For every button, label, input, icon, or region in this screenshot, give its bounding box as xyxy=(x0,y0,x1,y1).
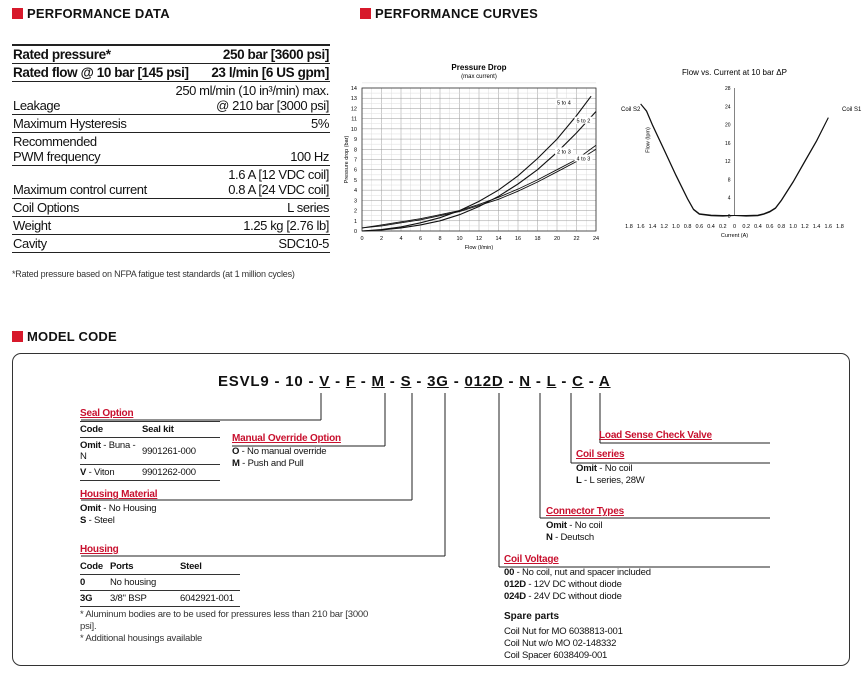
model-code-dash: - xyxy=(384,373,401,390)
seal-desc: Buna - N xyxy=(80,440,136,462)
spare-part-item: Coil Nut w/o MO 02-148332 xyxy=(504,638,617,649)
load-sense-title: Load Sense Check Valve xyxy=(599,430,712,441)
seal-kit: 9901262-000 xyxy=(142,467,196,478)
option-code: N xyxy=(546,532,553,543)
x-tick-label: 1.4 xyxy=(648,224,657,230)
connector-types-item: N - Deutsch xyxy=(546,532,594,543)
performance-value: 100 Hz xyxy=(290,149,329,164)
housing-ports: 3/8" BSP xyxy=(110,593,147,604)
performance-label: Cavity xyxy=(13,236,47,251)
y-tick-label: 13 xyxy=(350,96,357,103)
x-tick-label: 0.6 xyxy=(695,224,704,230)
option-code: 024D xyxy=(504,591,526,602)
x-tick-label: 1.8 xyxy=(836,224,844,230)
performance-value: SDC10-5 xyxy=(278,236,329,251)
option-code: 00 xyxy=(504,567,515,578)
y-tick-label: 5 xyxy=(353,177,357,184)
option-desc: Steel xyxy=(93,515,115,526)
y-tick-label: 0 xyxy=(353,229,357,235)
y-tick-label: 7 xyxy=(353,157,357,164)
model-code-segment: N xyxy=(519,373,531,390)
seal-option-title: Seal Option xyxy=(80,408,134,419)
coil-series-item: Omit - No coil xyxy=(576,463,633,474)
housing-code-header: Code xyxy=(80,561,103,572)
x-tick-label: 12 xyxy=(475,236,483,242)
coil-voltage-group xyxy=(504,554,651,662)
table-row xyxy=(80,591,240,607)
option-desc: No manual override xyxy=(247,446,327,457)
seal-kit-header: Seal kit xyxy=(142,424,174,435)
x-tick-label: 24 xyxy=(592,236,600,242)
y-tick-label: 14 xyxy=(350,86,357,92)
model-code-segment: 10 xyxy=(285,373,304,390)
housing-note: * Additional housings available xyxy=(80,633,203,644)
x-tick-label: 22 xyxy=(573,236,580,242)
coil-voltage-item: 024D - 24V DC without diode xyxy=(504,591,622,602)
coil-series-title: Coil series xyxy=(576,449,625,460)
performance-label: Leakage xyxy=(13,98,61,113)
y-tick-label: 9 xyxy=(353,137,357,144)
x-tick-label: 16 xyxy=(514,236,522,242)
connector-types-group xyxy=(546,506,624,544)
housing-note: * Aluminum bodies are to be used for pressures less than 210 bar [3000 psi]. xyxy=(80,609,369,632)
coil-voltage-item: 00 - No coil, nut and spacer included xyxy=(504,567,651,578)
housing-code: 3G xyxy=(80,593,93,604)
option-code: S xyxy=(80,515,87,526)
chart-title: Pressure Drop xyxy=(451,63,507,72)
option-desc: Deutsch xyxy=(560,532,594,543)
seal-option-group xyxy=(80,408,220,481)
model-code-dash: - xyxy=(269,373,286,390)
model-code-segment: 3G xyxy=(427,373,449,390)
y-tick-label: 0 xyxy=(727,214,731,220)
coil-voltage-title: Coil Voltage xyxy=(504,554,559,565)
series-label: 5 to 4 xyxy=(557,100,571,107)
x-tick-label: 14 xyxy=(495,236,502,242)
model-code-segment: M xyxy=(371,373,385,390)
x-axis-label: Current (A) xyxy=(720,233,749,239)
y-tick-label: 11 xyxy=(351,116,357,123)
seal-kit: 9901261-000 xyxy=(142,445,196,457)
model-code-segment: 012D xyxy=(464,373,504,390)
model-code-heading: MODEL CODE xyxy=(12,329,117,344)
option-code: Omit xyxy=(546,520,567,531)
spare-part-item: Coil Spacer 6038409-001 xyxy=(504,650,608,661)
performance-curves-heading: PERFORMANCE CURVES xyxy=(360,6,538,21)
chart-title: Flow vs. Current at 10 bar ΔP xyxy=(682,68,787,77)
model-code-dash: - xyxy=(583,373,599,390)
model-code-segment: F xyxy=(345,373,356,390)
performance-value: 5% xyxy=(311,116,329,131)
performance-value: 23 l/min [6 US gpm] xyxy=(211,65,329,80)
x-tick-label: 8 xyxy=(438,236,442,242)
x-tick-label: 0.2 xyxy=(742,224,751,230)
y-tick-label: 4 xyxy=(727,195,731,202)
housing-material-item: Omit - No Housing xyxy=(80,503,157,514)
option-desc: No coil xyxy=(604,463,633,474)
model-code-dash: - xyxy=(448,373,465,390)
seal-code: Omit xyxy=(80,440,101,451)
x-tick-label: 0.6 xyxy=(765,224,774,230)
y-tick-label: 12 xyxy=(350,106,357,113)
model-code-segment: C xyxy=(572,373,584,390)
x-tick-label: 1.0 xyxy=(672,224,680,230)
series-label: 2 to 3 xyxy=(557,149,571,156)
performance-value: L series xyxy=(287,200,329,215)
x-tick-label: 1.8 xyxy=(625,224,633,230)
model-code-dash: - xyxy=(411,373,428,390)
housing-steel: 6042921-001 xyxy=(180,593,234,604)
option-desc: No coil, nut and spacer included xyxy=(522,567,651,578)
table-row xyxy=(80,438,220,465)
coil-series-group xyxy=(576,449,645,487)
spare-part-item: Coil Nut for MO 6038813-001 xyxy=(504,626,623,637)
model-code-segment: ESVL9 xyxy=(218,373,270,390)
y-tick-label: 3 xyxy=(353,198,357,205)
seal-code: V xyxy=(80,467,87,478)
manual-override-item: M - Push and Pull xyxy=(232,458,304,469)
seal-code-cell: V - Viton xyxy=(80,467,115,478)
x-tick-label: 10 xyxy=(456,236,463,242)
x-tick-label: 4 xyxy=(399,236,403,242)
model-code-dash: - xyxy=(530,373,547,390)
x-tick-label: 0.2 xyxy=(718,224,727,230)
model-code-dash: - xyxy=(330,373,346,390)
table-row xyxy=(80,465,220,481)
performance-value: 1.6 A [12 VDC coil] 0.8 A [24 VDC coil] xyxy=(228,167,329,197)
option-code: M xyxy=(232,458,240,469)
housing-ports: No housing xyxy=(110,577,157,588)
x-tick-label: 0.4 xyxy=(754,224,762,230)
performance-label: Coil Options xyxy=(13,200,80,215)
table-header-row xyxy=(80,559,240,575)
y-tick-label: 4 xyxy=(353,188,357,195)
x-tick-label: 18 xyxy=(534,236,541,242)
housing-title: Housing xyxy=(80,544,119,555)
x-tick-label: 0.4 xyxy=(707,224,715,230)
model-code-segment: L xyxy=(546,373,557,390)
housing-material-title: Housing Material xyxy=(80,489,158,500)
seal-code-cell: Omit - Buna - N xyxy=(80,440,136,462)
chart-subtitle: (max current) xyxy=(461,74,497,80)
performance-value: 250 ml/min (10 in³/min) max. @ 210 bar [3000 psi] xyxy=(175,83,329,113)
y-tick-label: 24 xyxy=(724,104,731,111)
manual-override-title: Manual Override Option xyxy=(232,433,341,444)
model-code-dash: - xyxy=(556,373,573,390)
housing-material-item: S - Steel xyxy=(80,515,115,526)
y-axis-label: Pressure drop (bar) xyxy=(344,135,350,184)
option-code: L xyxy=(576,475,582,486)
y-tick-label: 6 xyxy=(353,167,357,174)
spare-parts-title: Spare parts xyxy=(504,611,560,622)
performance-label: Maximum control current xyxy=(13,182,147,197)
x-tick-label: 1.6 xyxy=(824,224,833,230)
performance-label: Weight xyxy=(13,218,51,233)
option-desc: 24V DC without diode xyxy=(533,591,622,602)
y-tick-label: 10 xyxy=(350,126,357,133)
option-desc: 12V DC without diode xyxy=(533,579,622,590)
option-code: O xyxy=(232,446,240,457)
coil-voltage-item: 012D - 12V DC without diode xyxy=(504,579,622,590)
x-tick-label: 2 xyxy=(379,236,384,242)
table-row xyxy=(80,575,240,591)
model-code-segment: A xyxy=(598,373,611,390)
performance-label: Recommended PWM frequency xyxy=(13,134,101,164)
y-tick-label: 8 xyxy=(353,147,357,154)
option-desc: Push and Pull xyxy=(247,458,304,469)
x-axis-label: Flow (l/min) xyxy=(464,245,494,251)
x-tick-label: 1.4 xyxy=(812,224,821,230)
performance-label: Rated pressure* xyxy=(13,47,111,62)
seal-option-table xyxy=(80,421,220,481)
coil-series-item: L - L series, 28W xyxy=(576,475,645,486)
x-tick-label: 20 xyxy=(553,236,561,242)
coil-s1-label: Coil S1 xyxy=(842,107,862,113)
manual-override-group xyxy=(232,433,341,470)
option-desc: L series, 28W xyxy=(589,475,645,486)
performance-data-heading: PERFORMANCE DATA xyxy=(12,6,170,21)
x-tick-label: 1.2 xyxy=(660,224,668,230)
manual-override-item: O - No manual override xyxy=(232,446,327,457)
seal-desc: Viton xyxy=(93,467,115,478)
housing-code: 0 xyxy=(80,577,86,588)
model-code-segment: V xyxy=(319,373,331,390)
x-tick-label: 1.6 xyxy=(636,224,645,230)
model-code-string xyxy=(218,373,611,390)
y-tick-label: 28 xyxy=(724,86,731,92)
option-code: Omit xyxy=(576,463,597,474)
option-desc: No coil xyxy=(574,520,603,531)
housing-table xyxy=(80,559,240,607)
model-code-dash: - xyxy=(303,373,320,390)
series-label: 5 to 2 xyxy=(576,118,591,125)
option-code: 012D xyxy=(504,579,526,590)
performance-value: 250 bar [3600 psi] xyxy=(222,47,329,62)
y-axis-label: Flow (lpm) xyxy=(645,127,652,153)
performance-note: *Rated pressure based on NFPA fatigue test standards (at 1 million cycles) xyxy=(12,269,295,279)
housing-group xyxy=(80,544,380,645)
housing-steel xyxy=(180,575,240,591)
connector-types-item: Omit - No coil xyxy=(546,520,603,531)
performance-label: Maximum Hysteresis xyxy=(13,116,127,131)
housing-material-group xyxy=(80,489,157,527)
housing-ports-header: Ports xyxy=(110,561,134,572)
performance-label: Rated flow @ 10 bar [145 psi] xyxy=(13,65,189,80)
performance-value: 1.25 kg [2.76 lb] xyxy=(243,218,329,233)
option-code: Omit xyxy=(80,503,101,514)
y-tick-label: 12 xyxy=(724,159,731,166)
y-tick-label: 16 xyxy=(724,140,731,147)
y-tick-label: 8 xyxy=(727,177,731,184)
x-tick-label: 6 xyxy=(418,236,423,242)
y-tick-label: 20 xyxy=(724,122,731,129)
seal-code-header: Code xyxy=(80,424,103,435)
option-desc: No Housing xyxy=(108,503,157,514)
x-tick-label: 1.2 xyxy=(801,224,809,230)
x-tick-label: 0 xyxy=(360,236,364,242)
model-code-segment: S xyxy=(400,373,412,390)
connector-types-title: Connector Types xyxy=(546,506,624,517)
series-label: 4 to 3 xyxy=(576,156,591,163)
model-code-dash: - xyxy=(503,373,520,390)
x-tick-label: 0.8 xyxy=(777,224,786,230)
table-header-row xyxy=(80,422,220,438)
coil-s2-label: Coil S2 xyxy=(621,107,641,113)
x-tick-label: 0.8 xyxy=(683,224,692,230)
x-tick-label: 1.0 xyxy=(789,224,797,230)
housing-steel-header: Steel xyxy=(180,561,202,572)
y-tick-label: 2 xyxy=(353,208,357,215)
x-tick-label: 0 xyxy=(732,224,737,230)
y-tick-label: 1 xyxy=(353,218,357,225)
model-code-dash: - xyxy=(355,373,372,390)
